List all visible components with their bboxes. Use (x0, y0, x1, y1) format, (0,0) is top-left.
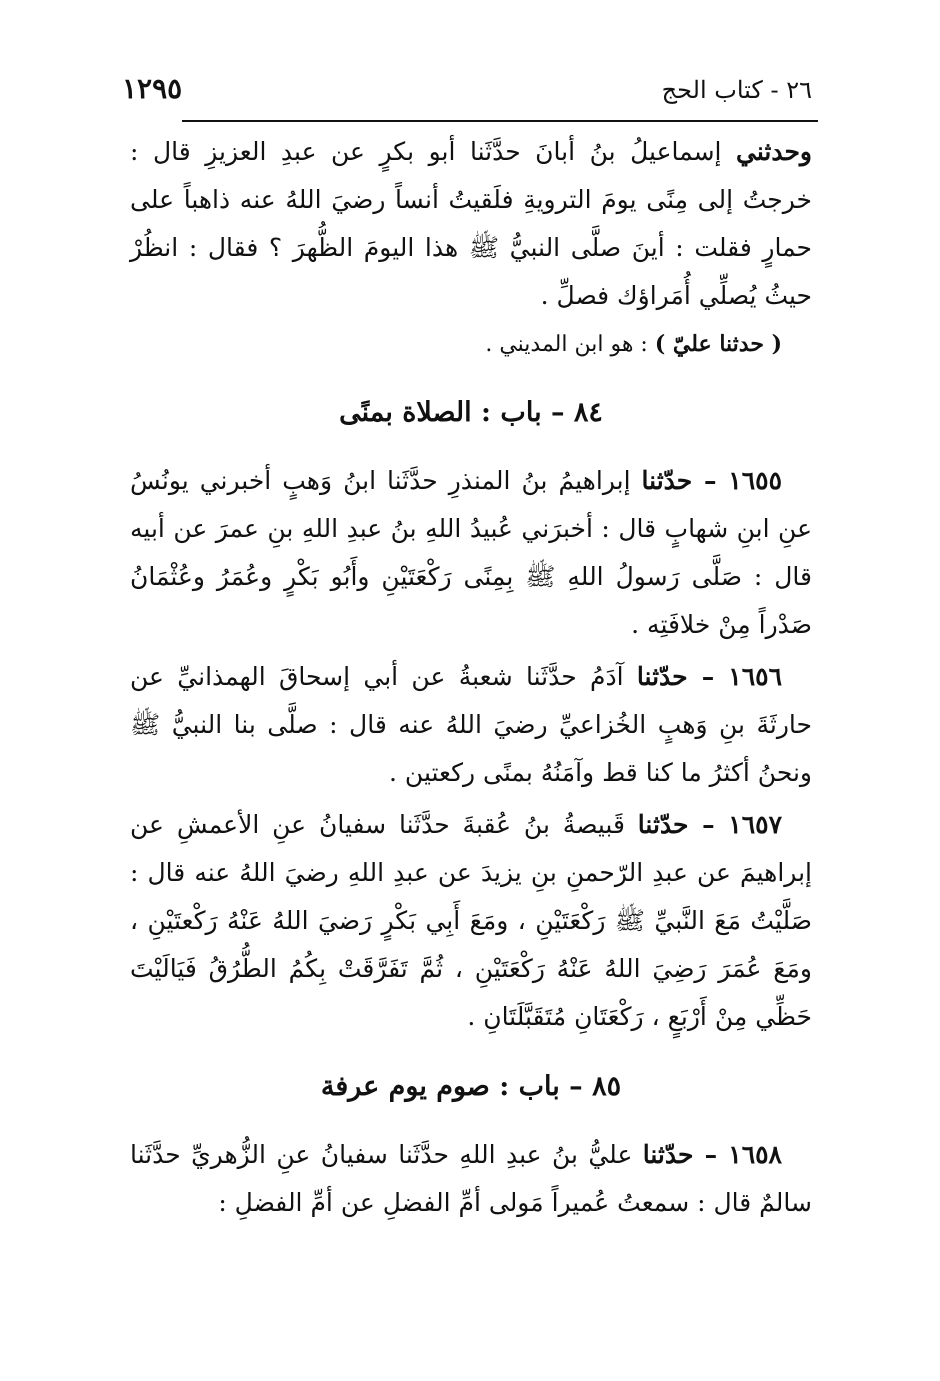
page-number: ١٢٩٥ (122, 72, 183, 105)
gloss-lead: ( حدثنا عليّ ) (654, 331, 782, 357)
page-body (130, 128, 812, 1227)
hadith-1657 (130, 801, 812, 1041)
chapter-heading-85: ٨٥ – باب : صوم يوم عرفة (320, 1071, 622, 1102)
hadith-number: ١٦٥٥ (728, 466, 782, 495)
hadith-text: آدَمُ حدَّثَنا شعبةُ عن أبي إسحاقَ الهمذانيِّ عن حارثَةَ بنِ وَهبٍ الخُزاعيِّ رضيَ اللهُ عنه قال : صلَّى بنا النبيُّ ﷺ ونحنُ أكثرُ ما كنا قط وآمَنُهُ بمنًى ركعتين . (130, 662, 812, 787)
hadith-1655 (130, 457, 812, 649)
chapter-heading-84: ٨٤ – باب : الصلاة بمنًى (339, 397, 603, 428)
running-head: ٢٦ - كتاب الحج (661, 76, 812, 104)
paragraph-opening (130, 128, 812, 320)
hadith-lead: حدّثنا (642, 1140, 694, 1169)
hadith-text: إبراهيمُ بنُ المنذرِ حدَّثَنا ابنُ وَهبٍ أخبرني يونُسُ عنِ ابنِ شهابٍ قال : أخبرَني عُبيدُ اللهِ بنُ عبدِ اللهِ بنِ عمرَ عن أبيه قال : صَلَّى رَسولُ اللهِ ﷺ بِمِنًى رَكْعَتَيْنِ وأَبُو بَكْرٍ وعُمَرُ وعُثْمَانُ صَدْراً مِنْ خلافَتِه . (130, 466, 812, 639)
hadith-text: عليُّ بنُ عبدِ اللهِ حدَّثَنا سفيانُ عنِ الزُّهريِّ حدَّثَنا سالمٌ قال : سمعتُ عُميراً مَولى أمِّ الفضلِ عن أمِّ الفضلِ : (130, 1140, 812, 1217)
hadith-number: ١٦٥٨ (728, 1140, 782, 1169)
hadith-dash: – (693, 1140, 729, 1169)
gloss-text: : هو ابن المديني . (485, 332, 655, 357)
hadith-lead: حدّثنا (637, 810, 689, 839)
hadith-number: ١٦٥٦ (728, 662, 782, 691)
hadith-dash: – (692, 466, 729, 495)
hadith-1658 (130, 1131, 812, 1227)
hadith-lead: حدّثنا (636, 662, 688, 691)
hadith-dash: – (687, 662, 729, 691)
hadith-1656 (130, 653, 812, 797)
paragraph-lead: وحدثني (736, 137, 812, 166)
footnote-gloss (130, 322, 812, 367)
hadith-text: قَبيصةُ بنُ عُقبةَ حدَّثَنا سفيانُ عنِ الأعمشِ عن إبراهيمَ عن عبدِ الرّحمنِ بنِ يزيدَ عن عبدِ اللهِ رضيَ اللهُ عنه قال : صَلَّيْتُ مَعَ النَّبيِّ ﷺ رَكْعَتَيْنِ ، ومَعَ أَبِي بَكْرٍ رَضيَ اللهُ عَنْهُ رَكْعتَيْنِ ، ومَعَ عُمَرَ رَضِيَ اللهُ عَنْهُ رَكْعَتَيْنِ ، ثُمَّ تَفَرَّقَتْ بِكُمُ الطُّرُقُ فَيَالَيْتَ حَظِّي مِنْ أَرْبَعٍ ، رَكْعَتَانِ مُتَقَبَّلَتَانِ . (130, 810, 812, 1031)
header-rule (182, 120, 818, 122)
hadith-number: ١٦٥٧ (728, 810, 782, 839)
hadith-lead: حدّثنا (641, 466, 693, 495)
hadith-dash: – (688, 810, 729, 839)
paragraph-text: إسماعيلُ بنُ أبانَ حدَّثَنا أبو بكرٍ عن عبدِ العزيزِ قال : خرجتُ إلى مِنًى يومَ الترويةِ فلَقيتُ أنساً رضيَ اللهُ عنه ذاهباً على حمارٍ فقلت : أينَ صلَّى النبيُّ ﷺ هذا اليومَ الظُّهرَ ؟ فقال : انظُرْ حيثُ يُصلِّي أُمَراؤك فصلِّ . (130, 137, 812, 310)
